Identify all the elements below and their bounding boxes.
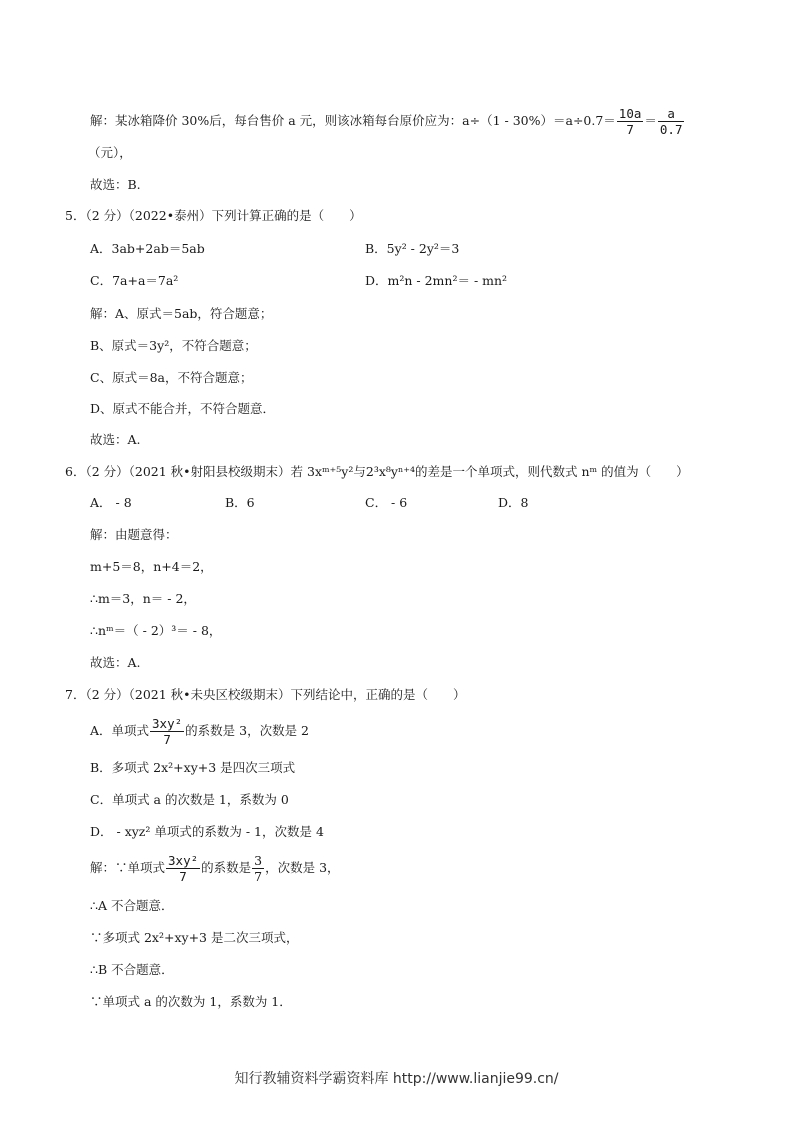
q7-solution-1-mid: 的系数是 [201, 860, 252, 875]
q6-solution-4: ∴nᵐ＝（ - 2）³＝ - 8， [90, 623, 222, 638]
q7-solution-4: ∴B 不合题意． [90, 962, 174, 977]
q5-solution-3: C、原式＝8a，不符合题意； [90, 370, 253, 385]
q4-equals: ＝ [644, 113, 657, 128]
q7-solution-frac2-num: 3 [254, 853, 263, 868]
q4-frac1-den: 7 [626, 122, 634, 137]
q6-answer: 故选：A. [90, 655, 141, 670]
q7-option-b: B．多项式 2x²+xy+3 是四次三项式 [90, 760, 296, 775]
q6-solution-1: 解：由题意得： [90, 527, 178, 542]
q6-option-c: C． - 6 [365, 495, 408, 510]
q7-option-a [90, 716, 309, 747]
q6-option-d: D．8 [498, 495, 529, 510]
q5-solution-2: B、原式＝3y²，不符合题意； [90, 338, 257, 353]
q7-solution-5: ∵单项式 a 的次数为 1，系数为 1． [90, 994, 292, 1009]
q7-solution-frac2-den: 7 [254, 869, 263, 884]
q7-option-a-fraction [150, 716, 184, 747]
q6-term-2: 2³x⁸yⁿ⁺⁴ [365, 464, 415, 479]
q6-option-a: A． - 8 [90, 495, 132, 510]
q7-solution-2: ∴A 不合题意． [90, 898, 174, 913]
q6-option-b: B．6 [225, 495, 255, 510]
q5-answer: 故选：A. [90, 432, 141, 447]
q7-solution-3: ∵多项式 2x²+xy+3 是二次三项式， [90, 930, 299, 945]
q4-solution-line [90, 106, 685, 137]
q4-fraction-1 [617, 106, 644, 137]
q4-frac2-num: a [658, 106, 685, 122]
page-footer: 知行教辅资料学霸资料库 http://www.lianjie99.cn/ [234, 1071, 559, 1087]
q6-term-1: xᵐ⁺⁵y² [314, 464, 354, 479]
q7-solution-fraction-2 [252, 853, 264, 884]
q7-solution-1 [90, 853, 340, 884]
q6-stem-post: 的差是一个单项式，则代数式 nᵐ 的值为（ ） [415, 464, 689, 479]
q5-option-c: C．7a+a＝7a² [90, 273, 179, 288]
q7-option-a-frac-num: 3xy² [152, 716, 183, 731]
q7-option-a-pre: A．单项式 [90, 723, 150, 738]
q5-option-a: A．3ab+2ab＝5ab [90, 241, 205, 256]
q7-solution-frac1-num: 3xy² [168, 853, 199, 868]
q7-stem: 7．（2 分）（2021 秋•未央区校级期末）下列结论中，正确的是（ ） [65, 687, 466, 702]
q4-solution-text: 解：某冰箱降价 30%后，每台售价 a 元，则该冰箱每台原价应为：a÷（1 - 30%）＝a÷0.7＝ [90, 113, 616, 128]
q6-solution-2: m+5＝8，n+4＝2， [90, 559, 213, 574]
q7-option-d: D． - xyz² 单项式的系数为 - 1，次数是 4 [90, 824, 324, 839]
q6-stem [65, 464, 689, 480]
q7-solution-1-post: ，次数是 3， [265, 860, 340, 875]
q7-solution-frac1-den: 7 [179, 869, 187, 884]
q5-option-b: B．5y² - 2y²＝3 [365, 241, 460, 256]
q4-fraction-2 [658, 106, 685, 137]
q5-option-d: D．m²n - 2mn²＝ - mn² [365, 273, 508, 288]
q4-unit: （元）， [88, 145, 132, 160]
q5-solution-4: D、原式不能合并，不符合题意． [90, 401, 276, 416]
q6-stem-mid: 与 [353, 464, 366, 479]
q4-frac1-num: 10a [618, 106, 642, 121]
q7-option-a-post: 的系数是 3，次数是 2 [185, 723, 309, 738]
q7-solution-fraction-1 [166, 853, 200, 884]
q7-option-c: C．单项式 a 的次数是 1，系数为 0 [90, 792, 289, 807]
q6-solution-3: ∴m＝3，n＝ - 2， [90, 591, 196, 606]
q4-frac2-den: 0.7 [659, 122, 683, 137]
q7-option-a-frac-den: 7 [163, 732, 171, 747]
q5-solution-1: 解：A、原式＝5ab，符合题意； [90, 306, 273, 321]
q5-stem: 5．（2 分）（2022•泰州）下列计算正确的是（ ） [65, 208, 362, 223]
q7-solution-1-pre: 解：∵单项式 [90, 860, 166, 875]
q6-stem-pre: 6．（2 分）（2021 秋•射阳县校级期末）若 3 [65, 464, 315, 479]
q4-answer: 故选：B. [90, 177, 141, 192]
